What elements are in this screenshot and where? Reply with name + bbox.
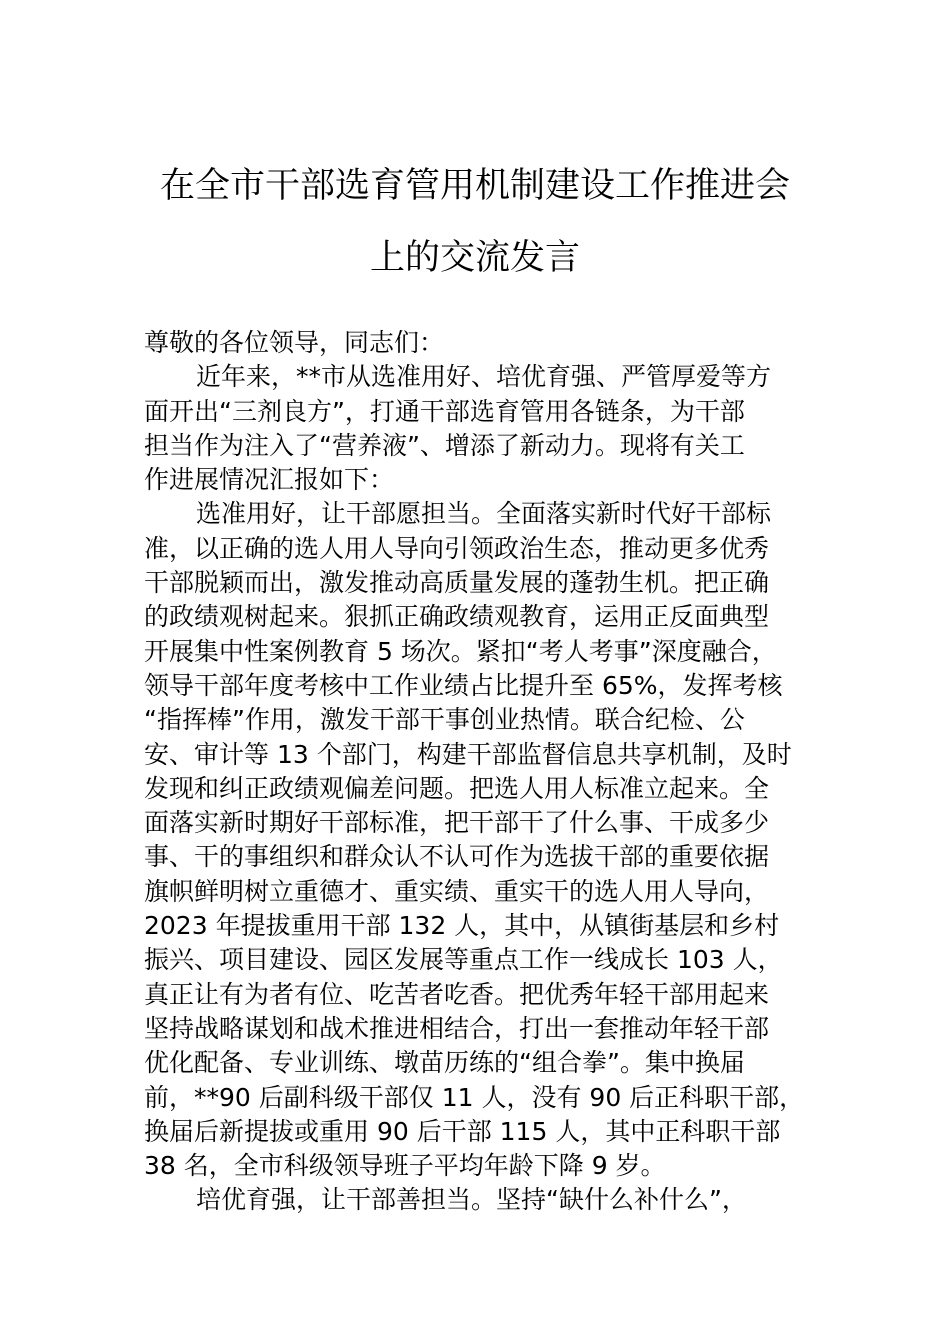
paragraph-xuanzhun-line: 发现和纠正政绩观偏差问题。把选人用人标准立起来。全 (144, 773, 770, 803)
paragraph-xuanzhun-line: 换届后新提拔或重用 90 后干部 115 人，其中正科职干部 (144, 1116, 781, 1146)
paragraph-xuanzhun-line: 准，以正确的选人用人导向引领政治生态，推动更多优秀 (144, 533, 770, 563)
paragraph-xuanzhun-line: 事、干的事组织和群众认不认可作为选拔干部的重要依据 (144, 842, 770, 872)
paragraph-xuanzhun-line: 38 名，全市科级领导班子平均年龄下降 9 岁。 (144, 1151, 666, 1181)
paragraph-xuanzhun-line: 2023 年提拔重用干部 132 人，其中，从镇街基层和乡村 (144, 911, 780, 941)
paragraph-xuanzhun-line: 优化配备、专业训练、墩苗历练的“组合拳”。集中换届 (144, 1048, 745, 1078)
paragraph-xuanzhun-line: 坚持战略谋划和战术推进相结合，打出一套推动年轻干部 (144, 1013, 770, 1043)
paragraph-xuanzhun-line: 开展集中性案例教育 5 场次。紧扣“考人考事”深度融合， (144, 636, 777, 666)
document-title-line-1: 在全市干部选育管用机制建设工作推进会 (159, 166, 790, 206)
salutation: 尊敬的各位领导，同志们： (144, 328, 445, 357)
paragraph-xuanzhun-line: 前，**90 后副科级干部仅 11 人，没有 90 后正科职干部， (144, 1082, 805, 1112)
document-title-line-2: 上的交流发言 (369, 238, 580, 278)
paragraph-xuanzhun-line: 干部脱颖而出，激发推动高质量发展的蓬勃生机。把正确 (144, 568, 770, 598)
paragraph-xuanzhun-line: 安、审计等 13 个部门，构建干部监督信息共享机制，及时 (144, 739, 792, 769)
paragraph-xuanzhun-line: “指挥棒”作用，激发干部干事创业热情。联合纪检、公 (144, 705, 745, 735)
paragraph-xuanzhun-line: 振兴、项目建设、园区发展等重点工作一线成长 103 人， (144, 945, 783, 975)
paragraph-xuanzhun-line: 选准用好，让干部愿担当。全面落实新时代好干部标 (196, 499, 772, 529)
paragraph-xuanzhun-line: 真正让有为者有位、吃苦者吃香。把优秀年轻干部用起来 (144, 979, 770, 1009)
paragraph-peiyou-line: 培优育强，让干部善担当。坚持“缺什么补什么”， (196, 1185, 747, 1215)
paragraph-xuanzhun-line: 旗帜鲜明树立重德才、重实绩、重实干的选人用人导向， (144, 876, 770, 906)
document-body (144, 326, 834, 1218)
paragraph-intro-line: 担当作为注入了“营养液”、增添了新动力。现将有关工 (144, 430, 745, 460)
paragraph-intro-line: 面开出“三剂良方”，打通干部选育管用各链条，为干部 (144, 396, 745, 426)
paragraph-intro-line: 近年来，**市从选准用好、培优育强、严管厚爱等方 (196, 362, 772, 392)
paragraph-xuanzhun-line: 的政绩观树起来。狠抓正确政绩观教育，运用正反面典型 (144, 602, 770, 632)
paragraph-intro-line: 作进展情况汇报如下： (144, 465, 395, 495)
paragraph-xuanzhun-line: 面落实新时期好干部标准，把干部干了什么事、干成多少 (144, 808, 770, 838)
paragraph-xuanzhun-line: 领导干部年度考核中工作业绩占比提升至 65%，发挥考核 (144, 670, 783, 700)
